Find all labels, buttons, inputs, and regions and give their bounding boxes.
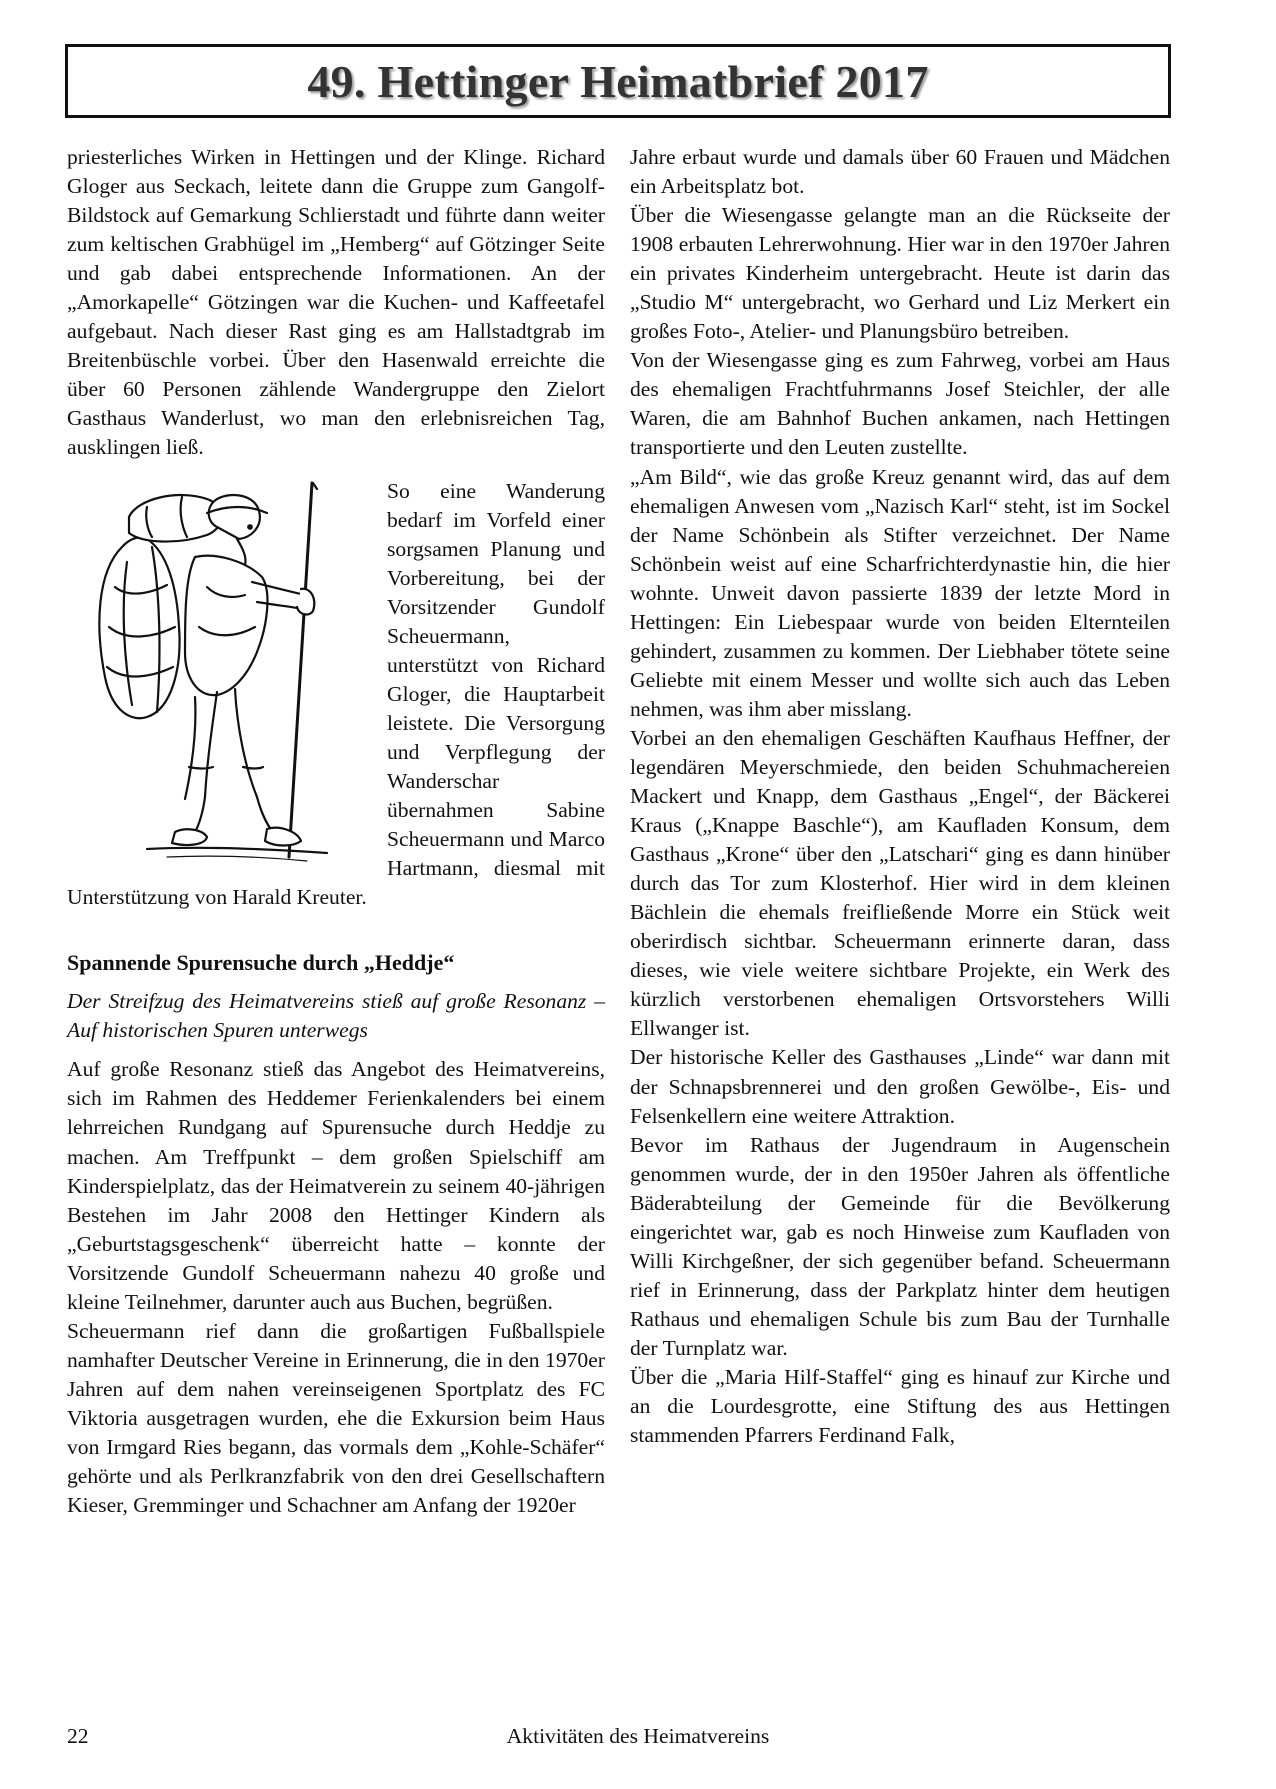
right-column	[630, 143, 1170, 1450]
paragraph: Über die „Maria Hilf-Staffel“ ging es hinauf zur Kirche und an die Lourdesgrotte, eine Stiftung des aus Hettingen stammenden Pfarrers Ferdinand Falk,	[630, 1364, 1170, 1448]
paragraph: Auf große Resonanz stieß das Angebot des Heimatvereins, sich im Rahmen des Heddemer Ferienkalenders bei einem lehrreichen Rundgang auf Spurensuche durch Heddje zu machen. Am Treffpunkt – dem großen Spielschiff am Kinderspielplatz, das der Heimatverein zu seinem 40-jährigen Bestehen im Jahr 2008 den Hettinger Kindern als „Geburtstagsgeschenk“ überreicht hatte – konnte der Vorsitzende Gundolf Scheuermann nahezu 40 große und kleine Teilnehmer, darunter auch aus Buchen, begrüßen.	[67, 1057, 605, 1314]
paragraph: Von der Wiesengasse ging es zum Fahrweg, vorbei am Haus des ehemaligen Frachtfuhrmanns Josef Steichler, der alle Waren, die am Bahnhof Buchen ankamen, nach Hettingen transportierte und den Leuten zustellte.	[630, 348, 1170, 460]
paragraph: Der historische Keller des Gasthauses „Linde“ war dann mit der Schnapsbrennerei und den großen Gewölbe-, Eis- und Felsenkellern eine weitere Attraktion.	[630, 1045, 1170, 1128]
paragraph: So eine Wanderung bedarf im Vorfeld einer sorgsamen Planung und Vorbereitung, bei der Vorsitzender Gundolf Scheuermann, unterstützt von Richard Gloger, die Hauptarbeit leistete. Die Versorgung und Verpflegung der Wanderschar übernahmen Sabine Scheuermann und Marco Hartmann, diesmal mit Unterstützung von Harald Kreuter.	[67, 478, 605, 910]
paragraph: Scheuermann rief dann die großartigen Fußballspiele namhafter Deutscher Vereine in Erinnerung, die in den 1970er Jahren auf dem nahen vereinseigenen Sportplatz des FC Viktoria ausgetragen wurden, ehe die Exkursion beim Haus von Irmgard Ries begann, das vormals dem „Kohle-Schäfer“ gehörte und als Perlkranzfabrik von den drei Gesellschaftern Kieser, Gremminger und Schachner am Anfang der 1920er	[67, 1318, 605, 1518]
section-heading: Spannende Spurensuche durch „Heddje“	[67, 950, 455, 976]
paragraph: Über die Wiesengasse gelangte man an die Rückseite der 1908 erbauten Lehrerwohnung. Hier war in den 1970er Jahren ein privates Kinderheim untergebracht. Heute ist darin das „Studio M“ untergebracht, wo Gerhard und Liz Merkert ein großes Foto-, Atelier- und Planungsbüro betreiben.	[630, 203, 1170, 344]
page-title: 49. Hettinger Heimatbrief 2017	[307, 55, 929, 107]
footer-section-title: Aktivitäten des Heimatvereins	[506, 1724, 770, 1748]
left-column	[67, 143, 605, 1520]
header-box	[65, 44, 1171, 118]
page-number: 22	[67, 1724, 89, 1748]
paragraph: priesterliches Wirken in Hettingen und der Klinge. Richard Gloger aus Seckach, leitete dann die Gruppe zum Gangolf-Bildstock auf Gemarkung Schlierstadt und führte dann weiter zum keltischen Grabhügel im „Hemberg“ auf Götzinger Seite und gab dabei entsprechende Informationen. An der „Amorkapelle“ Götzingen war die Kuchen- und Kaffeetafel aufgebaut. Nach dieser Rast ging es am Hallstadtgrab im Breitenbüschle vorbei. Über den Hasenwald erreichte die über 60 Personen zählende Wandergruppe den Zielort Gasthaus Wanderlust, wo man den erlebnisreichen Tag, ausklingen ließ.	[67, 145, 605, 460]
paragraph: Jahre erbaut wurde und damals über 60 Frauen und Mädchen ein Arbeitsplatz bot.	[630, 145, 1170, 199]
section-lead: Der Streifzug des Heimatvereins stieß auf große Resonanz – Auf historischen Spuren unterwegs	[67, 989, 605, 1043]
hiker-with-backpack-and-staff-icon	[67, 477, 377, 877]
paragraph: Vorbei an den ehemaligen Geschäften Kaufhaus Heffner, der legendären Meyerschmiede, den beiden Schuhmachereien Mackert und Knapp, dem Gasthaus „Engel“, der Bäckerei Kraus („Knappe Baschle“), am Kaufladen Konsum, dem Gasthaus „Krone“ über den „Latschari“ ging es dann hinüber durch das Tor zum Klosterhof. Hier wird in dem kleinen Bächlein die ehemals freifließende Morre ein Stück weit oberirdisch sichtbar. Scheuermann erinnerte daran, dass dieses, wie viele weitere sichtbare Projekte, ein Werk des kürzlich verstorbenen ehemaligen Ortsvorstehers Willi Ellwanger ist.	[630, 725, 1170, 1041]
paragraph: „Am Bild“, wie das große Kreuz genannt wird, das auf dem ehemaligen Anwesen vom „Nazisch Karl“ steht, ist im Sockel der Name Schönbein als Stifter verzeichnet. Der Name Schönbein weist auf eine Scharfrichterdynastie hin, die hier wohnte. Unweit davon passierte 1839 der letzte Mord in Hettingen: Ein Liebespaar wurde von beiden Elternteilen gehindert, zusammen zu kommen. Der Liebhaber tötete seine Geliebte mit einem Messer und wollte sich auch das Leben nehmen, was ihm aber misslang.	[630, 464, 1170, 721]
paragraph: Bevor im Rathaus der Jugendraum in Augenschein genommen wurde, der in den 1950er Jahren als öffentliche Bäderabteilung der Gemeinde für die Bevölkerung eingerichtet war, gab es noch Hinweise zum Kaufladen von Willi Kirchgeßner, der sich gegenüber befand. Scheuermann rief in Erinnerung, dass der Parkplatz hinter dem heutigen Rathaus und ehemaligen Schule bis zum Bau der Turnhalle der Turnplatz war.	[630, 1132, 1170, 1360]
